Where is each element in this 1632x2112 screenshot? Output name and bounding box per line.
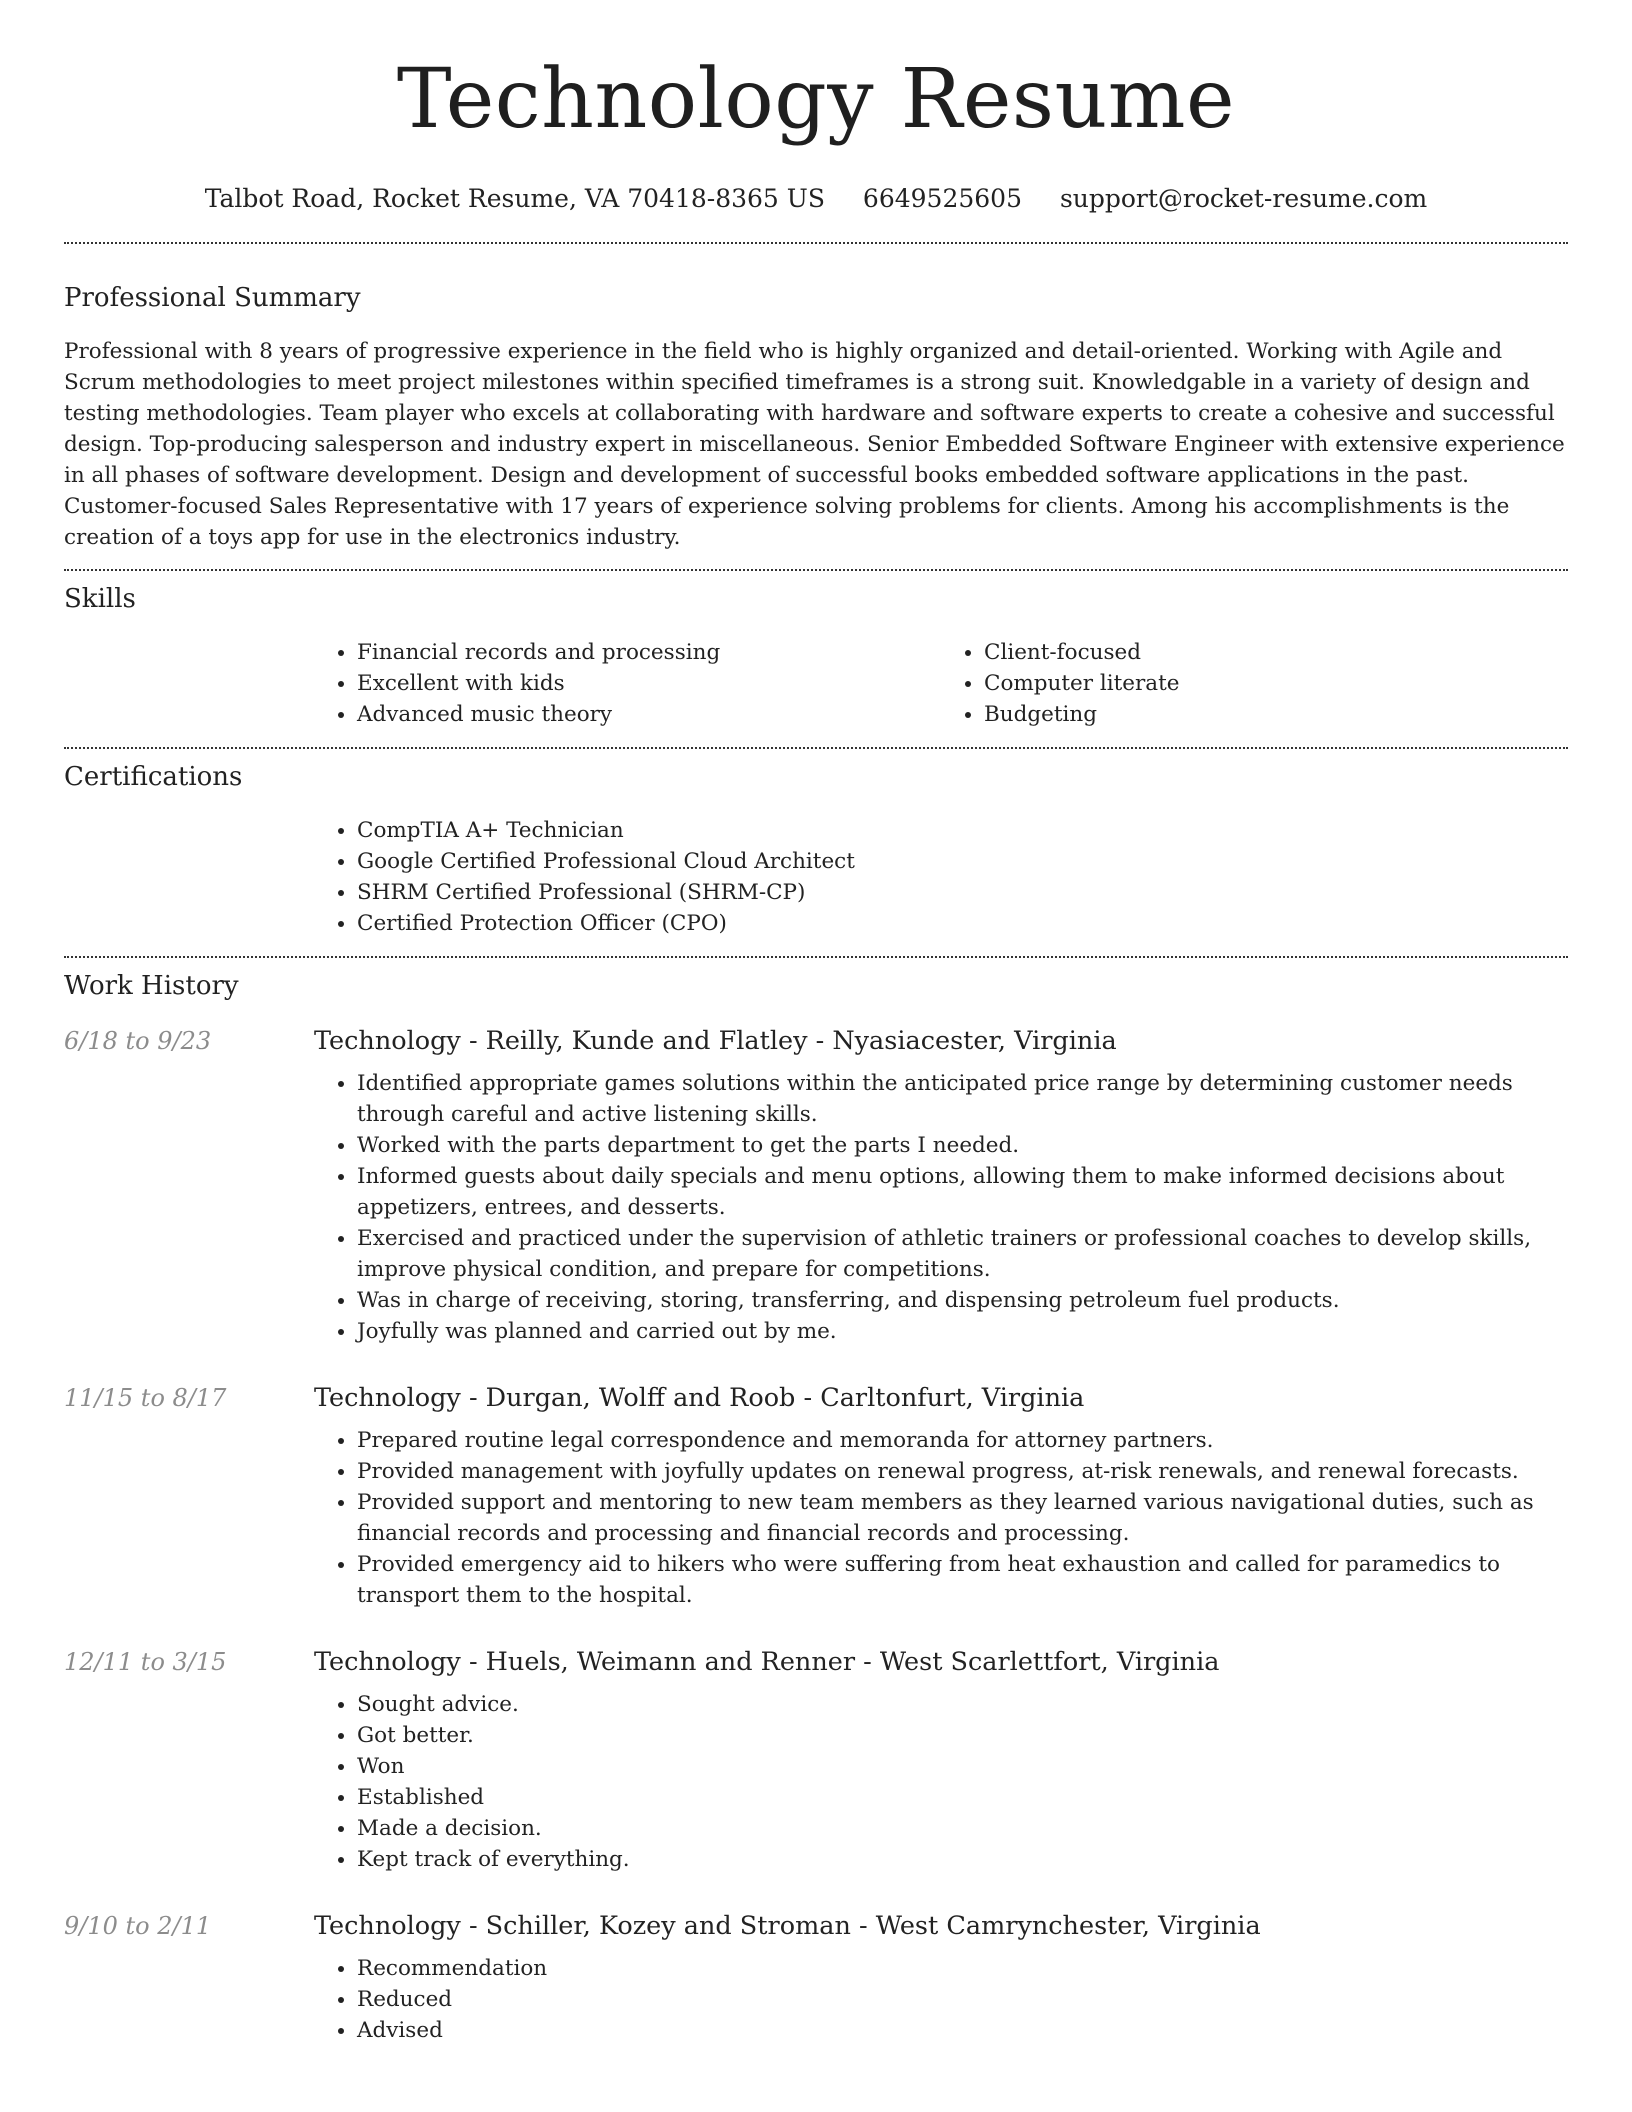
skill-item: • Financial records and processing — [357, 637, 941, 668]
job-body — [314, 1645, 1568, 1875]
certification-item: • Certified Protection Officer (CPO) — [357, 908, 1568, 939]
divider — [64, 747, 1568, 749]
job-body — [314, 1381, 1568, 1611]
job-duty: • Exercised and practiced under the supervision of athletic trainers or professional coaches to develop skills, improve physical condition, and prepare for competitions. — [357, 1223, 1568, 1285]
contact-line — [64, 184, 1568, 214]
skill-item: • Excellent with kids — [357, 668, 941, 699]
skills-column-2 — [941, 637, 1568, 730]
job-date: 12/11 to 3/15 — [64, 1648, 227, 1676]
job-duty: • Established — [357, 1782, 1568, 1813]
certification-item: • CompTIA A+ Technician — [357, 815, 1568, 846]
job-duty: • Identified appropriate games solutions within the anticipated price range by determining customer needs through careful and active listening skills. — [357, 1068, 1568, 1130]
job-entry — [64, 1381, 1568, 1611]
job-duties — [314, 1689, 1568, 1875]
summary-heading: Professional Summary — [64, 283, 361, 313]
job-duty: • Got better. — [357, 1720, 1568, 1751]
job-entry — [64, 1909, 1568, 2046]
job-duty: • Informed guests about daily specials and menu options, allowing them to make informed decisions about appetizers, entrees, and desserts. — [357, 1161, 1568, 1223]
job-duty: • Provided management with joyfully updates on renewal progress, at-risk renewals, and renewal forecasts. — [357, 1456, 1568, 1487]
job-title: Technology - Reilly, Kunde and Flatley - Nyasiacester, Virginia — [314, 1026, 1117, 1056]
job-title: Technology - Schiller, Kozey and Stroman - West Camrynchester, Virginia — [314, 1911, 1261, 1941]
job-body — [314, 1909, 1568, 2046]
summary-text: Professional with 8 years of progressive experience in the field who is highly organized and detail-oriented. Working with Agile and Scrum methodologies to meet project milestones within specified timeframes is a strong suit. Knowledgable in a variety of design and testing methodologies. Team player who excels at collaborating with hardware and software experts to create a cohesive and successful design. Top-producing salesperson and industry expert in miscellaneous. Senior Embedded Software Engineer with extensive experience in all phases of software development. Design and development of successful books embedded software applications in the past. Customer-focused Sales Representative with 17 years of experience solving problems for clients. Among his accomplishments is the creation of a toys app for use in the electronics industry. — [64, 339, 1565, 550]
resume-title: Technology Resume — [396, 52, 1236, 147]
contact-phone: 6649525605 — [862, 184, 1022, 213]
job-duty: • Reduced — [357, 1984, 1568, 2015]
divider — [64, 569, 1568, 571]
job-duties — [314, 1425, 1568, 1611]
certifications-heading: Certifications — [64, 762, 243, 792]
job-duty: • Made a decision. — [357, 1813, 1568, 1844]
skill-item: • Advanced music theory — [357, 699, 941, 730]
job-duty: • Joyfully was planned and carried out by me. — [357, 1316, 1568, 1347]
job-title: Technology - Huels, Weimann and Renner - West Scarlettfort, Virginia — [314, 1647, 1220, 1677]
certification-item: • SHRM Certified Professional (SHRM-CP) — [357, 877, 1568, 908]
job-duties — [314, 1068, 1568, 1347]
job-body — [314, 1024, 1568, 1347]
job-entry — [64, 1645, 1568, 1875]
job-duty: • Provided support and mentoring to new team members as they learned various navigational duties, such as financial records and processing and financial records and processing. — [357, 1487, 1568, 1549]
skill-item: • Budgeting — [984, 699, 1568, 730]
skills-column-1 — [314, 637, 941, 730]
job-duty: • Won — [357, 1751, 1568, 1782]
job-date: 11/15 to 8/17 — [64, 1384, 227, 1412]
divider — [64, 242, 1568, 244]
skills-list — [314, 637, 1568, 730]
job-duty: • Was in charge of receiving, storing, transferring, and dispensing petroleum fuel products. — [357, 1285, 1568, 1316]
contact-address: Talbot Road, Rocket Resume, VA 70418-8365 US — [204, 184, 825, 213]
certifications-list — [314, 815, 1568, 939]
job-date: 6/18 to 9/23 — [64, 1027, 212, 1055]
skill-item: • Computer literate — [984, 668, 1568, 699]
skills-heading: Skills — [64, 584, 136, 614]
work-history-heading: Work History — [64, 971, 239, 1001]
job-duty: • Worked with the parts department to get the parts I needed. — [357, 1130, 1568, 1161]
job-duty: • Sought advice. — [357, 1689, 1568, 1720]
skill-item: • Client-focused — [984, 637, 1568, 668]
job-duties — [314, 1953, 1568, 2046]
certification-item: • Google Certified Professional Cloud Architect — [357, 846, 1568, 877]
job-entry — [64, 1024, 1568, 1347]
job-duty: • Kept track of everything. — [357, 1844, 1568, 1875]
contact-email: support@rocket-resume.com — [1059, 184, 1428, 213]
job-duty: • Prepared routine legal correspondence and memoranda for attorney partners. — [357, 1425, 1568, 1456]
job-duty: • Recommendation — [357, 1953, 1568, 1984]
job-duty: • Provided emergency aid to hikers who were suffering from heat exhaustion and called for paramedics to transport them to the hospital. — [357, 1549, 1568, 1611]
job-duty: • Advised — [357, 2015, 1568, 2046]
job-date: 9/10 to 2/11 — [64, 1912, 212, 1940]
job-title: Technology - Durgan, Wolff and Roob - Carltonfurt, Virginia — [314, 1383, 1085, 1413]
divider — [64, 956, 1568, 958]
